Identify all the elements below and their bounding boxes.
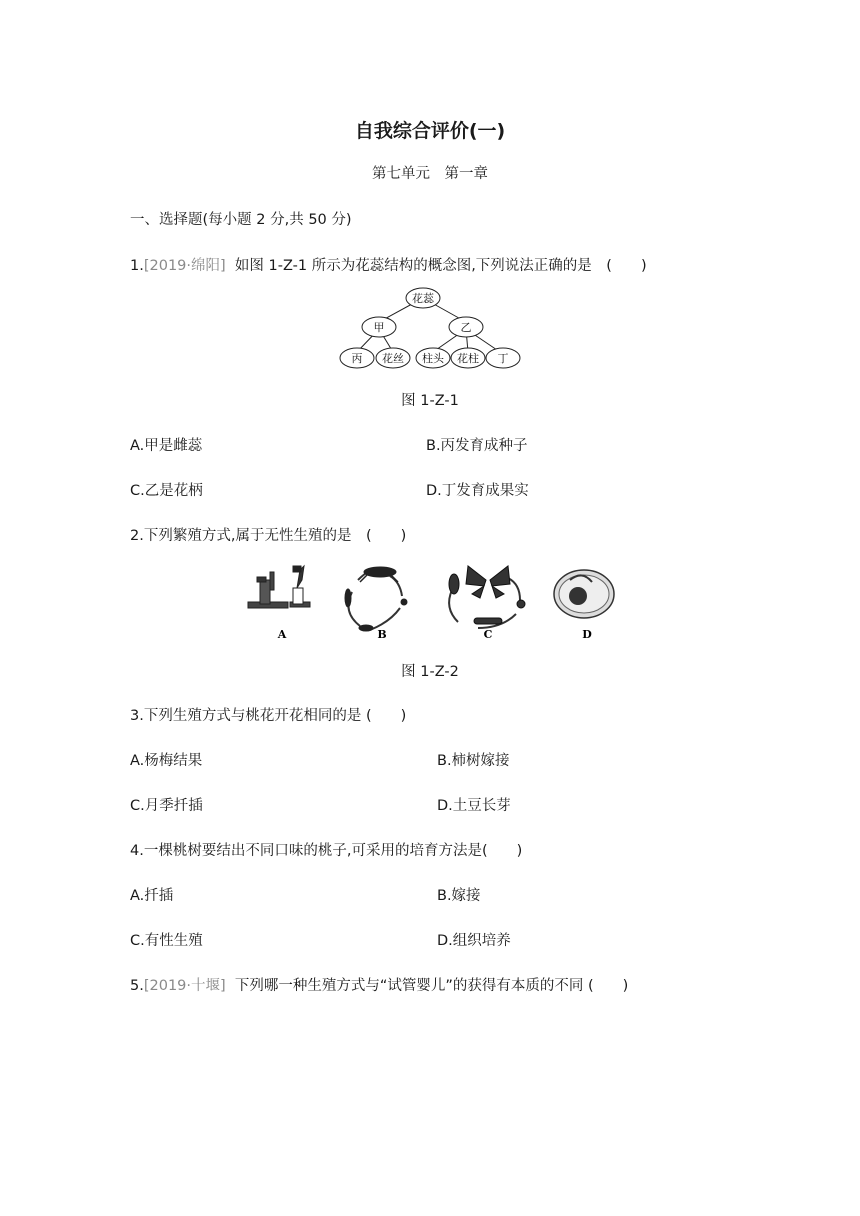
figure-caption: 图 1-Z-2 — [401, 664, 459, 680]
option-a: A.杨梅结果 — [130, 753, 203, 769]
option-c: C.乙是花柄 — [130, 483, 203, 499]
question-4: 4.一棵桃树要结出不同口味的桃子,可采用的培育方法是( ) — [130, 843, 523, 859]
node-label: 甲 — [373, 321, 385, 334]
egg-illustration — [554, 570, 614, 618]
reproduction-figures — [240, 560, 620, 645]
figure-label-c: C — [483, 628, 493, 641]
option-c: C.有性生殖 — [130, 933, 203, 949]
option-d: D.丁发育成果实 — [426, 483, 529, 499]
question-2: 2.下列繁殖方式,属于无性生殖的是 ( ) — [130, 528, 407, 544]
question-text: 下列哪一种生殖方式与“试管婴儿”的获得有本质的不同 ( ) — [234, 978, 629, 994]
question-3: 3.下列生殖方式与桃花开花相同的是 ( ) — [130, 708, 407, 724]
flower-structure-diagram — [335, 285, 530, 375]
option-a: A.扦插 — [130, 888, 174, 904]
node-label: 花丝 — [382, 352, 404, 365]
figure-caption: 图 1-Z-1 — [401, 393, 459, 409]
option-d: D.组织培养 — [437, 933, 511, 949]
question-number: 5. — [130, 978, 144, 994]
node-label: 花蕊 — [412, 292, 434, 305]
figure-label-b: B — [377, 628, 387, 641]
option-b: B.丙发育成种子 — [426, 438, 528, 454]
section-heading: 一、选择题(每小题 2 分,共 50 分) — [130, 212, 352, 228]
grafting-illustration — [248, 566, 310, 608]
option-b: B.嫁接 — [437, 888, 481, 904]
question-5 — [130, 974, 628, 995]
page-subtitle: 第七单元 第一章 — [372, 166, 488, 182]
question-source: [2019·十堰] — [143, 978, 226, 994]
option-c: C.月季扦插 — [130, 798, 203, 814]
node-label: 丙 — [351, 352, 363, 365]
option-a: A.甲是雌蕊 — [130, 438, 203, 454]
figure-label-d: D — [582, 628, 592, 641]
grasshopper-lifecycle-illustration — [348, 572, 402, 630]
question-number: 1. — [130, 258, 144, 274]
node-label: 乙 — [460, 321, 472, 334]
question-1 — [130, 254, 647, 275]
node-label: 柱头 — [422, 352, 444, 365]
option-d: D.土豆长芽 — [437, 798, 511, 814]
question-source: [2019·绵阳] — [143, 258, 226, 274]
question-text: 如图 1-Z-1 所示为花蕊结构的概念图,下列说法正确的是 ( ) — [234, 258, 647, 274]
figure-label-a: A — [277, 628, 287, 641]
node-label: 花柱 — [457, 352, 479, 365]
page-title: 自我综合评价(一) — [354, 120, 506, 142]
node-label: 丁 — [497, 352, 509, 365]
option-b: B.柿树嫁接 — [437, 753, 510, 769]
